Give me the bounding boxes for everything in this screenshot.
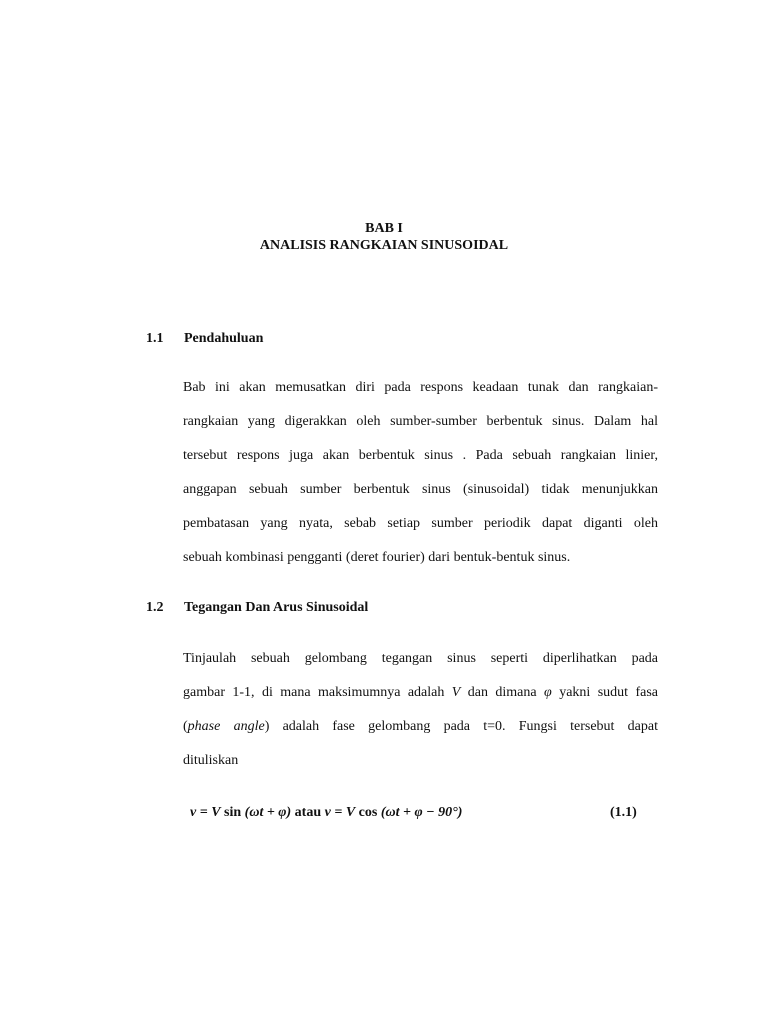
- paragraph-line: Bab ini akan memusatkan diri pada respons keadaan tunak dan rangkaian-: [183, 380, 658, 395]
- equation-number: (1.1): [610, 805, 637, 820]
- paragraph-line: sebuah kombinasi pengganti (deret fourier) dari bentuk-bentuk sinus.: [183, 550, 571, 565]
- text-run: ) adalah fase gelombang pada t=0. Fungsi tersebut dapat: [264, 719, 659, 734]
- text-run: yakni sudut fasa: [551, 685, 658, 700]
- section-heading-1-1: [146, 331, 263, 347]
- paragraph-line: tersebut respons juga akan berbentuk sinus . Pada sebuah rangkaian linier,: [183, 448, 658, 463]
- text-run: (: [183, 719, 188, 734]
- text-run: dan dimana: [460, 685, 545, 700]
- paragraph-line: dituliskan: [183, 753, 239, 768]
- paragraph-line: [183, 718, 658, 735]
- variable-v: V: [451, 685, 461, 700]
- equation-arg1: (ωt + φ): [244, 805, 292, 820]
- equation-atau: atau: [291, 805, 325, 820]
- section-number: 1.2: [146, 600, 164, 615]
- paragraph-line: rangkaian yang digerakkan oleh sumber-sumber berbentuk sinus. Dalam hal: [183, 414, 658, 429]
- paragraph-line: Tinjaulah sebuah gelombang tegangan sinus seperti diperlihatkan pada: [183, 651, 658, 666]
- section-number: 1.1: [146, 331, 164, 346]
- italic-term: phase angle: [187, 719, 265, 734]
- equation-sin: sin: [220, 805, 245, 820]
- equation-arg2: (ωt + φ − 90°): [380, 805, 463, 820]
- chapter-title: ANALISIS RANGKAIAN SINUSOIDAL: [259, 238, 509, 253]
- chapter-number: BAB I: [365, 221, 403, 236]
- equation: [190, 805, 462, 821]
- paragraph-line: anggapan sebuah sumber berbentuk sinus (sinusoidal) tidak menunjukkan: [183, 482, 658, 497]
- section-title: Pendahuluan: [184, 331, 264, 346]
- variable-phi: φ: [544, 685, 552, 700]
- section-title: Tegangan Dan Arus Sinusoidal: [184, 600, 369, 615]
- paragraph-line: [183, 684, 658, 701]
- text-run: gambar 1-1, di mana maksimumnya adalah: [183, 685, 452, 700]
- paragraph-line: pembatasan yang nyata, sebab setiap sumber periodik dapat diganti oleh: [183, 516, 658, 531]
- equation-cos: cos: [355, 805, 381, 820]
- equation-right: v = V: [324, 805, 356, 820]
- section-heading-1-2: [146, 600, 368, 616]
- equation-left: v = V: [190, 805, 221, 820]
